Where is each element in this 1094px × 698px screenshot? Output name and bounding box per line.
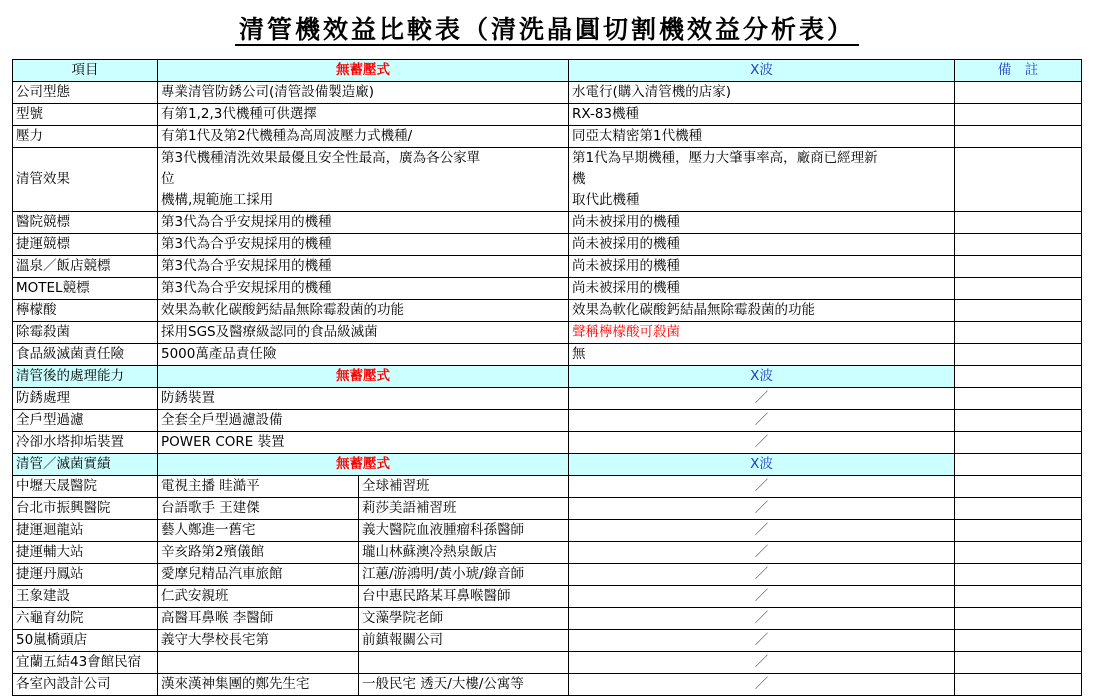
row-label: 防銹處理: [13, 388, 158, 410]
table-row: [13, 82, 1082, 104]
cell-col-a1: 高醫耳鼻喉 李醫師: [158, 608, 359, 630]
row-label: 清管效果: [13, 148, 158, 212]
cell-col-b: ／: [569, 608, 955, 630]
cell-col-a2: 台中惠民路某耳鼻喉醫師: [359, 586, 569, 608]
row-label: 中壢天晟醫院: [13, 476, 158, 498]
row-label: 捷運競標: [13, 234, 158, 256]
table-row: [13, 476, 1082, 498]
text-line: 位: [161, 171, 175, 187]
cell-note: [955, 674, 1082, 696]
cell-col-a1: 台語歌手 王建傑: [158, 498, 359, 520]
table-row: [13, 148, 1082, 212]
cell-col-b: ／: [569, 520, 955, 542]
cell-col-a: 有第1,2,3代機種可供選擇: [158, 104, 569, 126]
text-line: 機構,規範施工採用: [161, 192, 274, 208]
cell-col-b: RX-83機種: [569, 104, 955, 126]
cell-col-a1: 電視主播 眭澔平: [158, 476, 359, 498]
header-col-b: X波: [569, 60, 955, 82]
table-row: [13, 432, 1082, 454]
cell-note: [955, 148, 1082, 212]
row-label: 全戶型過濾: [13, 410, 158, 432]
table-row: [13, 322, 1082, 344]
row-label: 台北市振興醫院: [13, 498, 158, 520]
cell-col-b: 尚未被採用的機種: [569, 212, 955, 234]
table-row: [13, 652, 1082, 674]
cell-note: [955, 322, 1082, 344]
cell-note: [955, 564, 1082, 586]
table-row: [13, 410, 1082, 432]
cell-col-a2: 全球補習班: [359, 476, 569, 498]
row-label: 捷運輔大站: [13, 542, 158, 564]
row-label: 捷運丹鳳站: [13, 564, 158, 586]
cell-col-b: ／: [569, 388, 955, 410]
cell-note: [955, 630, 1082, 652]
table-row: [13, 586, 1082, 608]
row-label: 冷卻水塔抑垢裝置: [13, 432, 158, 454]
header-col-a: 無蓄壓式: [158, 60, 569, 82]
cell-note: [955, 234, 1082, 256]
cell-col-b: [569, 148, 955, 212]
header-col-b: X波: [569, 366, 955, 388]
table-row: [13, 520, 1082, 542]
table-row: [13, 234, 1082, 256]
cell-col-b: 尚未被採用的機種: [569, 278, 955, 300]
section-header-row: [13, 454, 1082, 476]
table-row: [13, 126, 1082, 148]
table-row: [13, 278, 1082, 300]
row-label: 各室內設計公司: [13, 674, 158, 696]
cell-col-a1: 漢來漢神集團的鄭先生宅: [158, 674, 359, 696]
cell-col-a: 有第1代及第2代機種為高周波壓力式機種/: [158, 126, 569, 148]
header-note: 備 註: [955, 60, 1082, 82]
row-label: 宜蘭五結43會館民宿: [13, 652, 158, 674]
cell-col-a1: [158, 652, 359, 674]
cell-col-a: 防銹裝置: [158, 388, 569, 410]
cell-note: [955, 366, 1082, 388]
cell-col-b: ／: [569, 476, 955, 498]
cell-note: [955, 454, 1082, 476]
table-row: [13, 542, 1082, 564]
header-row: [13, 60, 1082, 82]
row-label: 型號: [13, 104, 158, 126]
cell-note: [955, 126, 1082, 148]
table-row: [13, 300, 1082, 322]
cell-note: [955, 278, 1082, 300]
cell-note: [955, 542, 1082, 564]
cell-col-a: 專業清管防銹公司(清管設備製造廠): [158, 82, 569, 104]
row-label: 溫泉／飯店競標: [13, 256, 158, 278]
cell-note: [955, 432, 1082, 454]
cell-note: [955, 256, 1082, 278]
cell-note: [955, 652, 1082, 674]
cell-note: [955, 300, 1082, 322]
table-row: [13, 212, 1082, 234]
cell-note: [955, 586, 1082, 608]
cell-col-b: 聲稱檸檬酸可殺菌: [569, 322, 955, 344]
header-col-a: 無蓄壓式: [158, 454, 569, 476]
cell-col-a: 第3代為合乎安規採用的機種: [158, 212, 569, 234]
cell-col-a2: 文藻學院老師: [359, 608, 569, 630]
cell-col-b: 同亞太精密第1代機種: [569, 126, 955, 148]
row-label: 食品級滅菌責任險: [13, 344, 158, 366]
cell-col-a1: 義守大學校長宅第: [158, 630, 359, 652]
cell-col-a: POWER CORE 裝置: [158, 432, 569, 454]
table-row: [13, 608, 1082, 630]
cell-col-b: 效果為軟化碳酸鈣結晶無除霉殺菌的功能: [569, 300, 955, 322]
cell-col-b: 尚未被採用的機種: [569, 234, 955, 256]
header-col-a: 無蓄壓式: [158, 366, 569, 388]
cell-note: [955, 520, 1082, 542]
cell-col-b: 尚未被採用的機種: [569, 256, 955, 278]
header-item: 項目: [13, 60, 158, 82]
row-label: 捷運迴龍站: [13, 520, 158, 542]
text-line: 取代此機種: [572, 192, 640, 208]
cell-col-a: [158, 148, 569, 212]
cell-col-a1: 愛摩兒精品汽車旅館: [158, 564, 359, 586]
table-row: [13, 630, 1082, 652]
cell-col-a2: 莉莎美語補習班: [359, 498, 569, 520]
row-label: 壓力: [13, 126, 158, 148]
cell-col-a2: 前鎮報關公司: [359, 630, 569, 652]
row-label: 除霉殺菌: [13, 322, 158, 344]
table-row: [13, 564, 1082, 586]
cell-col-a: 5000萬產品責任險: [158, 344, 569, 366]
text-line: 機: [572, 171, 586, 187]
comparison-table: [12, 59, 1082, 696]
table-row: [13, 674, 1082, 696]
cell-note: [955, 498, 1082, 520]
cell-col-b: ／: [569, 542, 955, 564]
row-label: 50嵐橋頭店: [13, 630, 158, 652]
cell-note: [955, 476, 1082, 498]
cell-col-a: 第3代為合乎安規採用的機種: [158, 234, 569, 256]
cell-col-a: 效果為軟化碳酸鈣結晶無除霉殺菌的功能: [158, 300, 569, 322]
cell-col-b: ／: [569, 586, 955, 608]
cell-note: [955, 212, 1082, 234]
cell-col-b: ／: [569, 630, 955, 652]
page-title: 清管機效益比較表（清洗晶圓切割機效益分析表）: [0, 10, 1094, 46]
cell-col-b: ／: [569, 674, 955, 696]
section-label: 清管／滅菌實績: [13, 454, 158, 476]
cell-col-b: ／: [569, 652, 955, 674]
cell-col-b: ／: [569, 410, 955, 432]
cell-col-a2: 江蕙/游鴻明/黃小琥/錄音師: [359, 564, 569, 586]
text-line: 第3代機種清洗效果最優且安全性最高，廣為各公家單: [161, 150, 481, 166]
cell-note: [955, 104, 1082, 126]
cell-col-a2: 義大醫院血液腫瘤科孫醫師: [359, 520, 569, 542]
table-row: [13, 256, 1082, 278]
cell-col-a1: 藝人鄭進一舊宅: [158, 520, 359, 542]
row-label: 檸檬酸: [13, 300, 158, 322]
cell-note: [955, 608, 1082, 630]
cell-col-b: ／: [569, 432, 955, 454]
cell-col-a: 全套全戶型過濾設備: [158, 410, 569, 432]
section-header-row: [13, 366, 1082, 388]
cell-note: [955, 344, 1082, 366]
cell-col-a2: 一般民宅 透天/大樓/公寓等: [359, 674, 569, 696]
cell-col-b: ／: [569, 564, 955, 586]
section-label: 清管後的處理能力: [13, 366, 158, 388]
cell-col-a2: [359, 652, 569, 674]
row-label: 王象建設: [13, 586, 158, 608]
table-row: [13, 104, 1082, 126]
cell-col-a1: 仁武安親班: [158, 586, 359, 608]
cell-col-b: 水電行(購入清管機的店家): [569, 82, 955, 104]
text-line: 第1代為早期機種，壓力大肇事率高，廠商已經理新: [572, 150, 878, 166]
row-label: 醫院競標: [13, 212, 158, 234]
cell-note: [955, 82, 1082, 104]
cell-col-a1: 辛亥路第2殯儀館: [158, 542, 359, 564]
header-col-b: X波: [569, 454, 955, 476]
row-label: MOTEL競標: [13, 278, 158, 300]
cell-col-a: 第3代為合乎安規採用的機種: [158, 256, 569, 278]
row-label: 六龜育幼院: [13, 608, 158, 630]
table-row: [13, 388, 1082, 410]
cell-col-a2: 瓏山林蘇澳冷熱泉飯店: [359, 542, 569, 564]
cell-note: [955, 410, 1082, 432]
cell-col-a: 第3代為合乎安規採用的機種: [158, 278, 569, 300]
cell-col-b: 無: [569, 344, 955, 366]
table-row: [13, 344, 1082, 366]
cell-note: [955, 388, 1082, 410]
row-label: 公司型態: [13, 82, 158, 104]
cell-col-b: ／: [569, 498, 955, 520]
cell-col-a: 採用SGS及醫療級認同的食品級滅菌: [158, 322, 569, 344]
table-row: [13, 498, 1082, 520]
